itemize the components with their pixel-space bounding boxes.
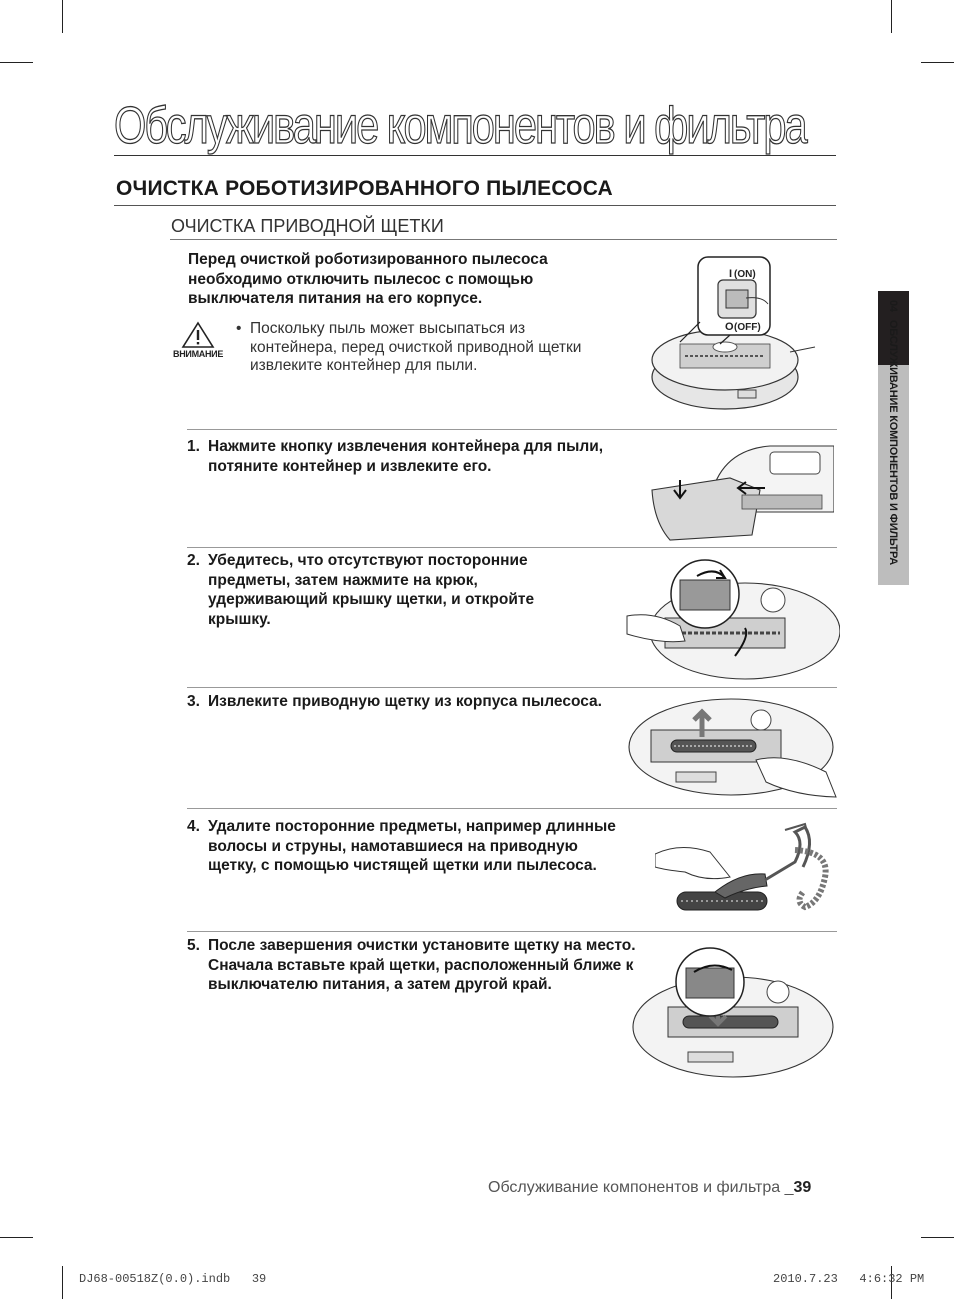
step-text: После завершения очистки установите щетку на место. Сначала вставьте край щетки, расположенный ближе к выключателю питания, а затем другой край.: [208, 937, 636, 993]
step-divider: [187, 687, 837, 688]
page-title: Обслуживание компонентов и фильтра: [114, 97, 806, 155]
step-text: Нажмите кнопку извлечения контейнера для пыли, потяните контейнер и извлеките его.: [208, 438, 604, 475]
subsection-title: ОЧИСТКА ПРИВОДНОЙ ЩЕТКИ: [171, 216, 444, 236]
step-number: 1.: [187, 438, 200, 455]
title-rule: [114, 155, 836, 156]
chapter-title: ОБСЛУЖИВАНИЕ КОМПОНЕНТОВ И ФИЛЬТРА: [887, 319, 899, 565]
chapter-tab-label: [887, 300, 899, 565]
step-number: 5.: [187, 937, 200, 954]
footer-text: Обслуживание компонентов и фильтра _: [488, 1179, 794, 1196]
crop-mark: [62, 0, 63, 33]
switch-on-symbol: I: [729, 268, 733, 280]
step-1: [187, 437, 657, 476]
caution-text: [236, 320, 616, 376]
step-divider: [187, 429, 837, 430]
crop-mark: [0, 1237, 33, 1238]
step-divider: [187, 808, 837, 809]
crop-mark: [921, 1237, 954, 1238]
step-text: Удалите посторонние предметы, например длинные волосы и струны, намотавшиеся на приводную щетку, с помощью чистящей щетки или пылесоса.: [208, 818, 616, 874]
step-number: 4.: [187, 818, 200, 835]
brush-install-illustration: [628, 942, 834, 1082]
step-number: 3.: [187, 693, 200, 710]
crop-mark: [62, 1266, 63, 1299]
robot-power-switch-illustration: [650, 252, 820, 414]
step-3: [187, 692, 657, 712]
step-divider: [187, 931, 837, 932]
page-number: 39: [793, 1179, 812, 1196]
switch-off-label: (OFF): [734, 322, 761, 333]
step-4: [187, 817, 627, 876]
caution-body: Поскольку пыль может высыпаться из контейнера, перед очисткой приводной щетки извлеките контейнер для пыли.: [250, 320, 582, 374]
step-text: Извлеките приводную щетку из корпуса пылесоса.: [208, 693, 602, 710]
dust-bin-removal-illustration: [650, 440, 834, 542]
crop-mark: [921, 62, 954, 63]
step-divider: [187, 547, 837, 548]
switch-on-label: (ON): [734, 269, 756, 280]
slug-file: DJ68-00518Z(0.0).indb 39: [79, 1272, 267, 1286]
section-rule: [114, 205, 836, 206]
brush-cover-open-illustration: [625, 556, 840, 683]
page-footer: [488, 1179, 811, 1197]
section-title: ОЧИСТКА РОБОТИЗИРОВАННОГО ПЫЛЕСОСА: [116, 177, 613, 200]
chapter-number: 04: [887, 300, 899, 312]
crop-mark: [0, 62, 33, 63]
step-number: 2.: [187, 552, 200, 569]
brush-cleaning-illustration: [655, 822, 833, 918]
brush-removal-illustration: [626, 692, 838, 803]
crop-mark: [891, 0, 892, 33]
bullet: •: [236, 320, 242, 337]
step-2: [187, 551, 597, 629]
step-5: [187, 936, 647, 995]
slug-date: 2010.7.23 4:6:32 PM: [773, 1272, 925, 1286]
warning-triangle-icon: [181, 321, 215, 349]
caution-label: ВНИМАНИЕ: [173, 349, 224, 359]
intro-text: Перед очисткой роботизированного пылесоса необходимо отключить пылесос с помощью выключателя питания на его корпусе.: [188, 251, 548, 307]
subsection-rule: [170, 239, 837, 240]
switch-off-symbol: O: [725, 321, 734, 333]
step-text: Убедитесь, что отсутствуют посторонние предметы, затем нажмите на крюк, удерживающий крышку щетки, и откройте крышку.: [208, 552, 535, 628]
